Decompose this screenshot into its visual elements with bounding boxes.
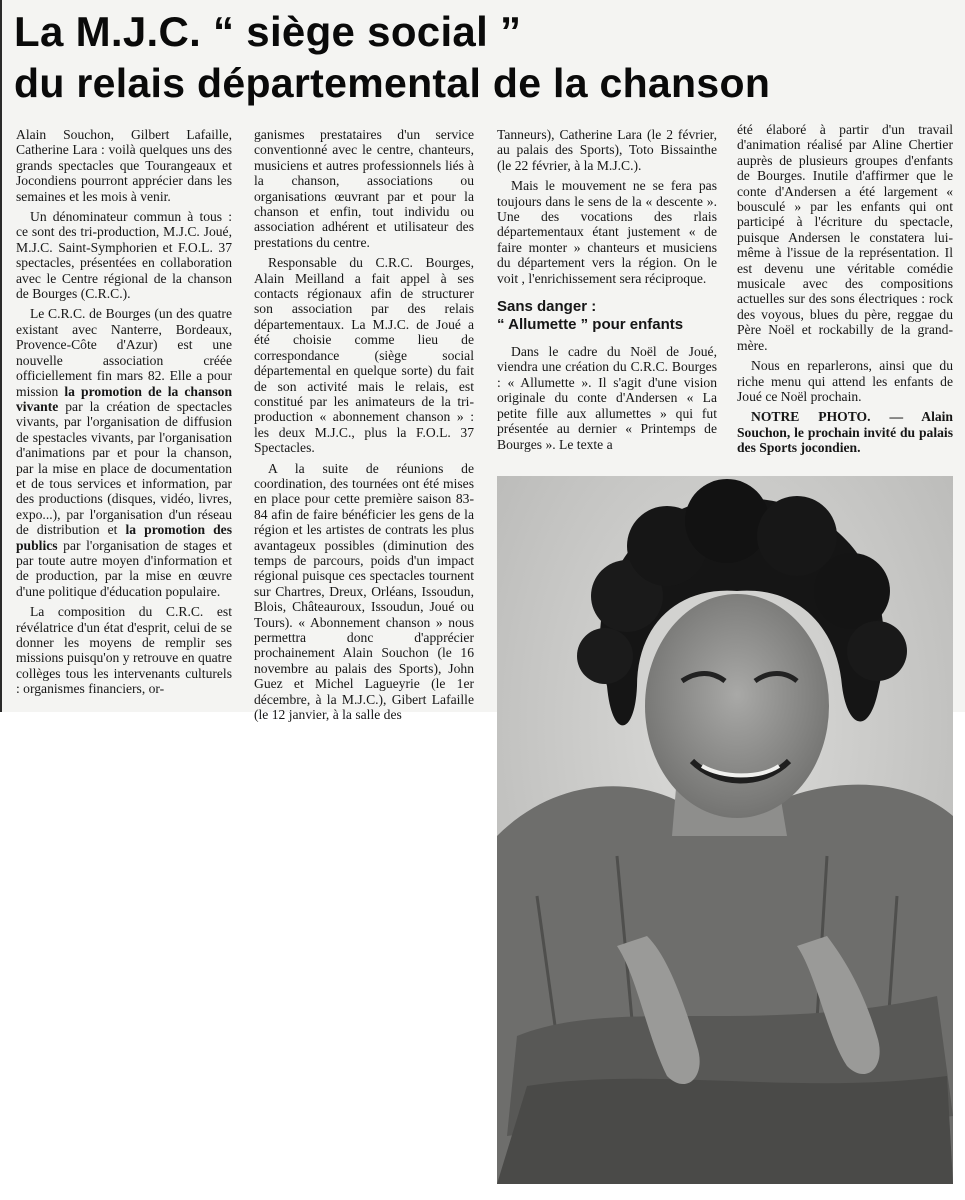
- article-column-3: [497, 127, 717, 452]
- paragraph: Mais le mouvement ne se fera pas toujours dans le sens de la « descente ». Une des vocations des rlais départementaux étant justement « de faire monter » chanteurs et musiciens du département vers la région. On le voit , l'enrichissement sera réciproque.: [497, 178, 717, 286]
- portrait-photo: [497, 476, 953, 1184]
- paragraph: Tanneurs), Catherine Lara (le 2 février, au palais des Sports), Toto Bissainthe (le 22 février, à la M.J.C.).: [497, 127, 717, 173]
- photo-caption: NOTRE PHOTO. — Alain Souchon, le prochain invité du palais des Sports jocondien.: [737, 409, 953, 456]
- paragraph: été élaboré à partir d'un travail d'animation réalisé par Aline Chertier auprès de plusieurs groupes d'enfants de Bourges. Inutile d'affirmer que le conte d'Andersen a été largement « bousculé » par les enfants qui ont participé à l'écriture du spectacle, puisque Andersen le constatera lui-même à l'issue de la représentation. Il est devenu une véritable comédie musicale avec des compositions actuelles sur des sons électriques : rock des voyous, blues du père, reggae du Père Noël et rockabilly de la grand-mère.: [737, 122, 953, 353]
- article-column-2: [254, 127, 474, 722]
- article-column-4: [737, 122, 953, 456]
- subheading: Sans danger : “ Allumette ” pour enfants: [497, 298, 684, 334]
- portrait-illustration: [497, 476, 953, 1184]
- headline-line-2: du relais départemental de la chanson: [14, 60, 771, 106]
- headline-line-1: La M.J.C. “ siège social ”: [14, 8, 522, 55]
- paragraph: Dans le cadre du Noël de Joué, viendra une création du C.R.C. Bourges : « Allumette ». Il s'agit d'une vision originale du conte d'Andersen « La petite fille aux allumettes » qui fut présentée au dernier « Printemps de Bourges ». Le texte a: [497, 344, 717, 452]
- clipping-left-edge: [0, 0, 2, 712]
- paragraph: Nous en reparlerons, ainsi que du riche menu qui attend les enfants de Joué ce Noël prochain.: [737, 358, 953, 404]
- bold-phrase: la promotion de la chanson vivante: [16, 383, 232, 414]
- paragraph: ganismes prestataires d'un service conventionné avec le centre, chanteurs, musiciens et autres professionnels liés à la chanson, associations ou organisations œuvrant par et pour la chanson et enfin, tout individu ou association adhérent et utilisateur des prestations du centre.: [254, 127, 474, 250]
- paragraph: Alain Souchon, Gilbert Lafaille, Catherine Lara : voilà quelques uns des grands spectacles que Tourangeaux et Jocondiens pourront apprécier dans les semaines et les mois à venir.: [16, 127, 232, 204]
- paragraph: A la suite de réunions de coordination, des tournées ont été mises en place pour cette première saison 83-84 afin de faire bénéficier les gens de la région et les artistes de contrats les plus avantageux possibles (diminution des temps de parcours, poids d'un impact régional puisque ces spectacles tournent sur Chartres, Dreux, Orléans, Issoudun, Blois, Châteauroux, Issoudun, Joué ou Tours). « Abonnement chanson » nous permettra donc d'apprécier prochainement Alain Souchon (le 16 novembre au palais des Sports), John Guez et Michel Lagueyrie (le 1er décembre, à la M.J.C.), Gibert Lafaille (le 12 janvier, à la salle des: [254, 460, 474, 723]
- paragraph: La composition du C.R.C. est révélatrice d'un état d'esprit, celui de se donner les moyens de remplir ses missions puisqu'on y retrouve en quatre collèges tous les intervenants culturels : organismes financiers, or-: [16, 604, 232, 697]
- paragraph: Responsable du C.R.C. Bourges, Alain Meilland a fait appel à ses contacts régionaux afin de structurer son association par des relais départementaux. La M.J.C. de Joué a été choisie comme lieu de correspondance (siège social départemental en quelque sorte) du fait de son activité mais le relais, est constitué par les animateurs de la tri-production « abonnement chanson » : les deux M.J.C., plus la F.O.L. 37 Spectacles.: [254, 255, 474, 456]
- bold-phrase: la promotion des publics: [16, 522, 232, 553]
- paragraph: Un dénominateur commun à tous : ce sont des tri-production, M.J.C. Joué, M.J.C. Saint-Symphorien et F.O.L. 37 spectacles, présentées en collaboration avec le Centre régional de la chanson de Bourges (C.R.C.).: [16, 209, 232, 302]
- paragraph: Le C.R.C. de Bourges (un des quatre existant avec Nanterre, Bordeaux, Provence-Côte d'Azur) est une nouvelle association créée officiellement fin mars 82. Elle a pour mission la promotion de la chanson vivante par la création de spectacles vivants, par l'organisation de diffusion de spestacles vivants, par l'organisation d'animations par et pour la chanson, par la mise en place de documentation et de tous services et information, par des productions (disques, vidéo, livres, expo...), par l'organisation d'un réseau de distribution et la promotion des publics par l'organisation de stages et par toute autre moyen d'information et de production, par la mise en œuvre d'une politique d'éducation populaire.: [16, 306, 232, 599]
- article-column-1: [16, 127, 232, 697]
